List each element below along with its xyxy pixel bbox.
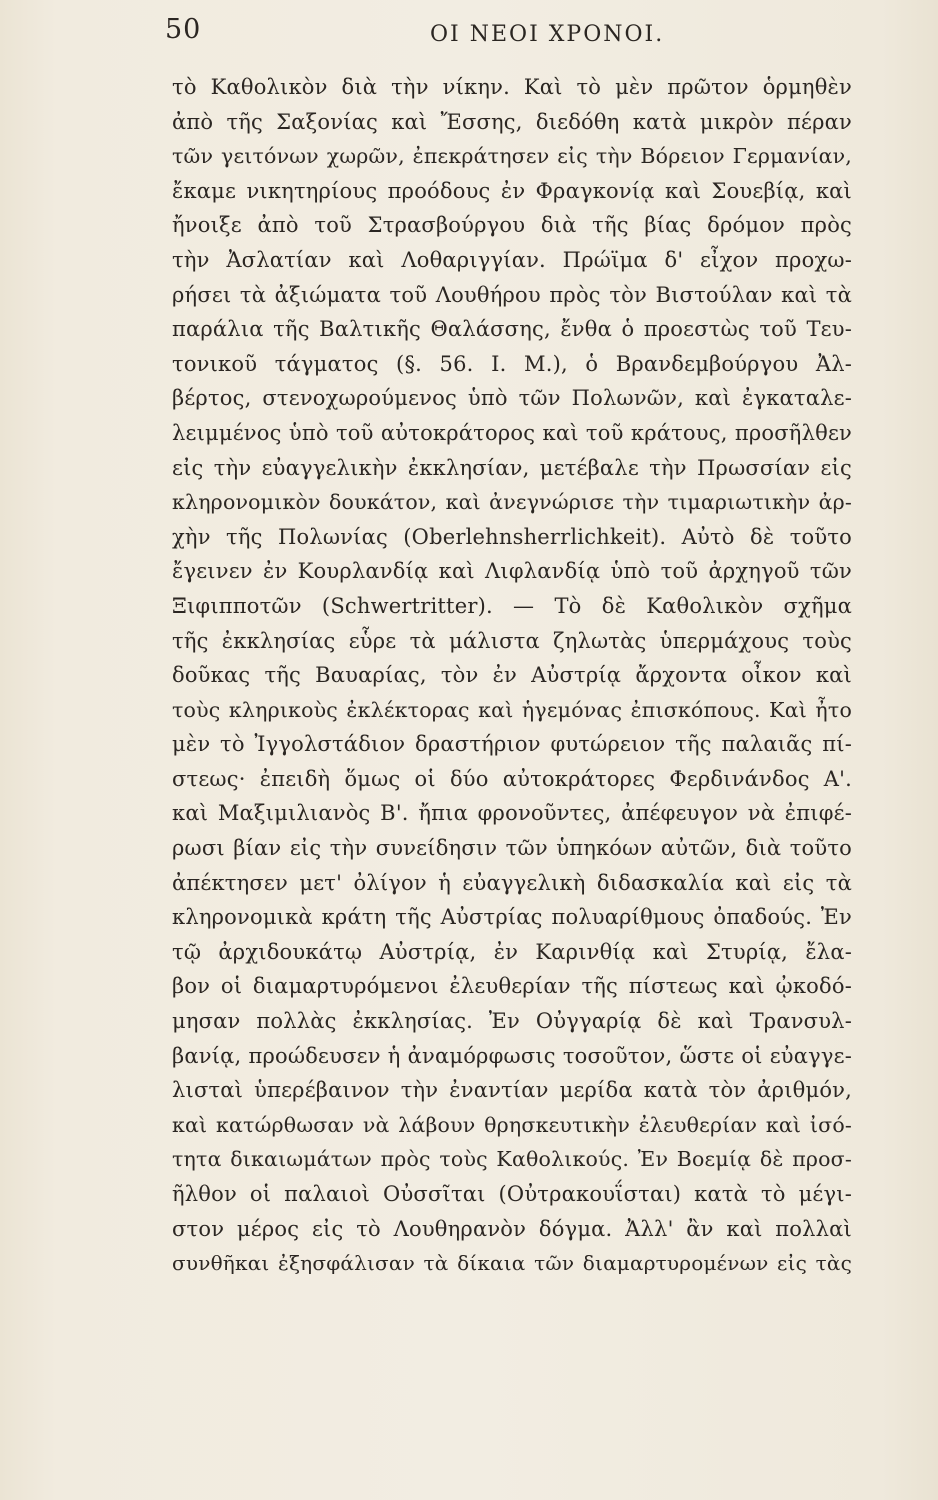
text-line: τονικοῦ τάγματος (§. 56. I. M.), ὁ Βρανδεμβούργου Ἀλ-: [172, 351, 852, 376]
text-line: μὲν τὸ Ἰγγολστάδιον δραστήριον φυτώρειον τῆς παλαιᾶς πί-: [172, 732, 852, 757]
text-line: καὶ Μαξιμιλιανὸς Β'. ἤπια φρονοῦντες, ἀπέφευγον νὰ ἐπιφέ-: [172, 801, 852, 826]
text-line: δοῦκας τῆς Βαυαρίας, τὸν ἐν Αὐστρίᾳ ἄρχοντα οἶκον καὶ: [172, 663, 852, 688]
text-line: τῶν γειτόνων χωρῶν, ἐπεκράτησεν εἰς τὴν Βόρειον Γερμανίαν,: [172, 144, 852, 169]
text-line: παράλια τῆς Βαλτικῆς Θαλάσσης, ἔνθα ὁ προεστὼς τοῦ Τευ-: [172, 317, 852, 342]
text-line: βον οἱ διαμαρτυρόμενοι ἐλευθερίαν τῆς πίστεως καὶ ᾠκοδό-: [172, 974, 852, 999]
text-line: βανίᾳ, προώδευσεν ἡ ἀναμόρφωσις τοσοῦτον, ὥστε οἱ εὐαγγε-: [172, 1043, 852, 1068]
text-line: καὶ κατώρθωσαν νὰ λάβουν θρησκευτικὴν ἐλευθερίαν καὶ ἰσό-: [172, 1112, 852, 1137]
text-line: ῆλθον οἱ παλαιοὶ Οὐσσῖται (Οὐτρακουΐσται) κατὰ τὸ μέγι-: [172, 1182, 852, 1206]
text-line: συνθῆκαι ἐξησφάλισαν τὰ δίκαια τῶν διαμαρτυρομένων εἰς τὰς: [172, 1251, 852, 1276]
text-line: ἀπὸ τῆς Σαξονίας καὶ Ἔσσης, διεδόθη κατὰ μικρὸν πέραν: [172, 109, 852, 134]
text-line: στον μέρος εἰς τὸ Λουθηρανὸν δόγμα. Ἀλλ' ἂν καὶ πολλαὶ: [172, 1216, 852, 1241]
text-line: εἰς τὴν εὐαγγελικὴν ἐκκλησίαν, μετέβαλε τὴν Πρωσσίαν εἰς: [172, 455, 852, 480]
page-number: 50: [165, 14, 202, 45]
text-line: βέρτος, στενοχωρούμενος ὑπὸ τῶν Πολωνῶν, καὶ ἐγκαταλε-: [172, 386, 852, 411]
text-line: τοὺς κληρικοὺς ἐκλέκτορας καὶ ἡγεμόνας ἐπισκόπους. Καὶ ἦτο: [172, 697, 852, 722]
text-line: Ξιφιπποτῶν (Schwertritter). — Τὸ δὲ Καθολικὸν σχῆμα: [172, 593, 852, 618]
text-line: ἔγεινεν ἐν Κουρλανδίᾳ καὶ Λιφλανδίᾳ ὑπὸ τοῦ ἀρχηγοῦ τῶν: [172, 559, 852, 584]
text-line: ρωσι βίαν εἰς τὴν συνείδησιν τῶν ὑπηκόων αὐτῶν, διὰ τοῦτο: [172, 836, 852, 861]
text-line: χὴν τῆς Πολωνίας (Oberlehnsherrlichkeit). Αὐτὸ δὲ τοῦτο: [172, 524, 852, 549]
text-line: ρήσει τὰ ἀξιώματα τοῦ Λουθήρου πρὸς τὸν Βιστούλαν καὶ τὰ: [172, 282, 852, 307]
text-line: τὸ Καθολικὸν διὰ τὴν νίκην. Καὶ τὸ μὲν πρῶτον ὁρμηθὲν: [172, 75, 852, 99]
text-line: λισταὶ ὑπερέβαινον τὴν ἐναντίαν μερίδα κατὰ τὸν ἀριθμόν,: [172, 1078, 852, 1103]
body-text: [172, 70, 852, 1281]
text-line: τητα δικαιωμάτων πρὸς τοὺς Καθολικούς. Ἐν Βοεμίᾳ δὲ προσ-: [172, 1147, 852, 1172]
text-line: μησαν πολλὰς ἐκκλησίας. Ἐν Οὐγγαρίᾳ δὲ καὶ Τρανσυλ-: [172, 1009, 852, 1034]
text-line: τῷ ἀρχιδουκάτῳ Αὐστρίᾳ, ἐν Καρινθίᾳ καὶ Στυρίᾳ, ἔλα-: [172, 939, 852, 964]
running-head: ΟΙ ΝΕΟΙ ΧΡΟΝΟΙ.: [430, 22, 665, 47]
text-line: τὴν Ἀσλατίαν καὶ Λοθαριγγίαν. Πρώϊμα δ' εἶχον προχω-: [172, 247, 852, 272]
text-line: τῆς ἐκκλησίας εὗρε τὰ μάλιστα ζηλωτὰς ὑπερμάχους τοὺς: [172, 628, 852, 653]
text-line: κληρονομικὰ κράτη τῆς Αὐστρίας πολυαρίθμους ὀπαδούς. Ἐν: [172, 905, 852, 930]
text-line: ἀπέκτησεν μετ' ὀλίγον ἡ εὐαγγελικὴ διδασκαλία καὶ εἰς τὰ: [172, 870, 852, 895]
text-line: κληρονομικὸν δουκάτον, καὶ ἀνεγνώρισε τὴν τιμαριωτικὴν ἀρ-: [172, 490, 852, 515]
text-line: στεως· ἐπειδὴ ὅμως οἱ δύο αὐτοκράτορες Φερδινάνδος Α'.: [172, 766, 852, 791]
text-line: λειμμένος ὑπὸ τοῦ αὐτοκράτορος καὶ τοῦ κράτους, προσῆλθεν: [172, 420, 852, 445]
text-line: ἔκαμε νικητηρίους προόδους ἐν Φραγκονίᾳ καὶ Σουεβίᾳ, καὶ: [172, 178, 852, 203]
text-line: ἤνοιξε ἀπὸ τοῦ Στρασβούργου διὰ τῆς βίας δρόμον πρὸς: [172, 213, 852, 238]
